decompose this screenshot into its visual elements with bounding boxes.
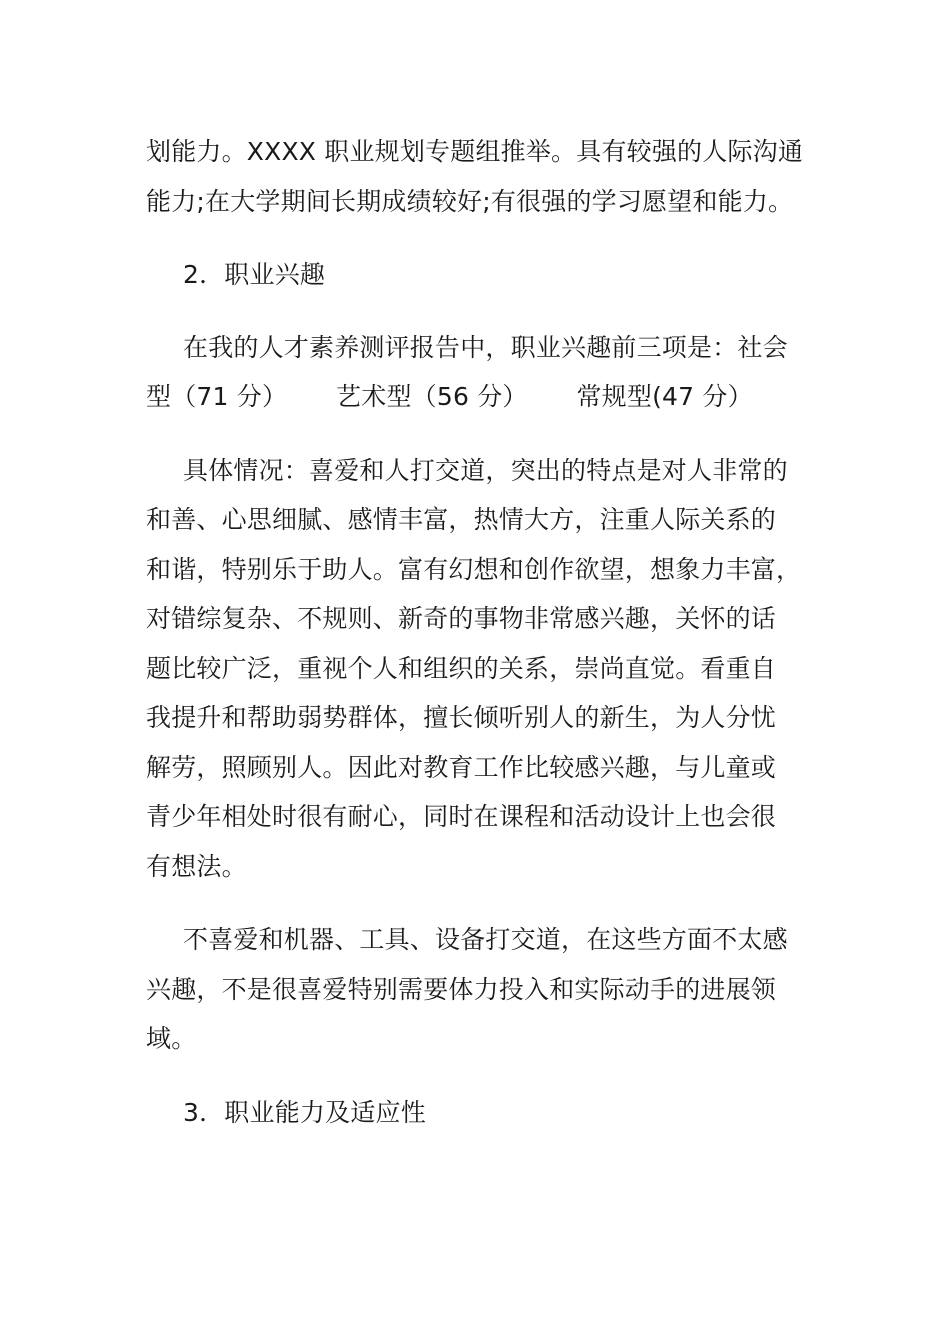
text-line: 解劳，照顾别人。因此对教育工作比较感兴趣，与儿童或	[146, 752, 777, 782]
text-line: 有想法。	[146, 851, 247, 881]
text-line: 具体情况：喜爱和人打交道，突出的特点是对人非常的	[183, 455, 788, 485]
text-line: 不喜爱和机器、工具、设备打交道，在这些方面不太感	[183, 925, 788, 954]
text-line: 和善、心思细腻、感情丰富，热情大方，注重人际关系的	[146, 505, 777, 534]
text-line: 能力;在大学期间长期成绩较好;有很强的学习愿望和能力。	[146, 186, 794, 216]
text-line: 型（71 分） 艺术型（56 分） 常规型(47 分）	[146, 382, 753, 411]
heading-text: 2．职业兴趣	[183, 260, 326, 289]
text-line: 兴趣，不是很喜爱特别需要体力投入和实际动手的进展领	[146, 974, 777, 1004]
text-line: 青少年相处时很有耐心，同时在课程和活动设计上也会很	[146, 802, 777, 831]
paragraph-assessment-results	[146, 323, 808, 422]
paragraph-dislikes	[146, 915, 808, 1064]
text-line: 和谐，特别乐于助人。富有幻想和创作欲望，想象力丰富，	[146, 554, 802, 584]
section-heading-ability-adaptability	[146, 1088, 808, 1138]
text-line: 域。	[146, 1024, 197, 1053]
text-line: 我提升和帮助弱势群体，擅长倾听别人的新生，为人分忧	[146, 703, 777, 732]
text-line: 对错综复杂、不规则、新奇的事物非常感兴趣，关怀的话	[146, 604, 777, 633]
text-line: 题比较广泛，重视个人和组织的关系，崇尚直觉。看重自	[146, 653, 777, 683]
heading-text: 3．职业能力及适应性	[183, 1097, 426, 1127]
text-line: 在我的人才素养测评报告中，职业兴趣前三项是：社会	[183, 332, 788, 362]
section-heading-career-interest	[146, 250, 808, 300]
document-page	[146, 127, 808, 1137]
paragraph-specific-situation	[146, 446, 808, 892]
text-line: 划能力。XXXX 职业规划专题组推举。具有较强的人际沟通	[146, 137, 804, 166]
paragraph-ability-summary	[146, 127, 808, 226]
